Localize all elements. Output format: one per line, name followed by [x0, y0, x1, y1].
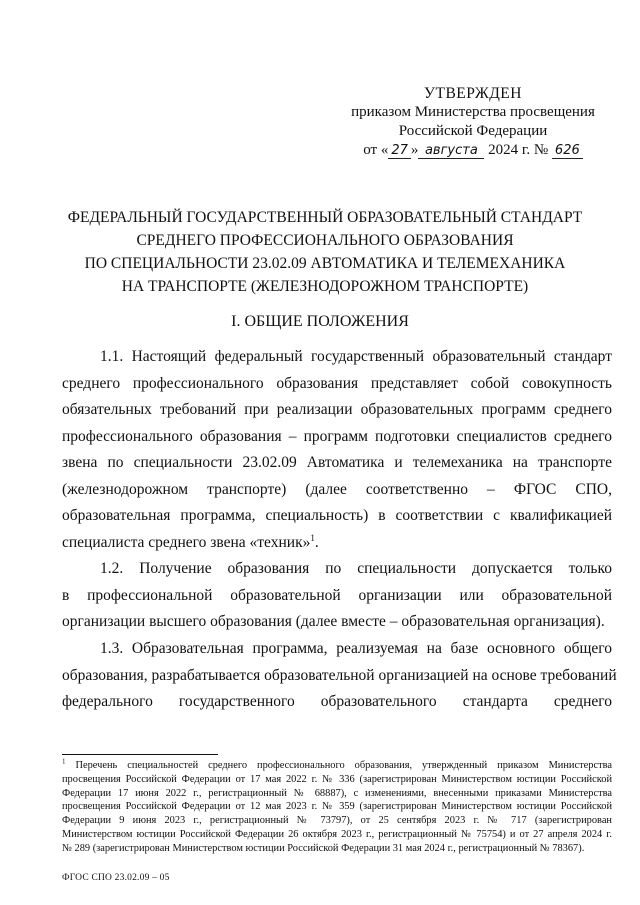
text-line: 1.3. Образовательная программа, реализуемая на базе основного общего — [100, 640, 612, 657]
footnote-marker: 1 — [62, 757, 66, 766]
footnote-line: Федерации 17 июня 2022 г., регистрационный № 68887), с изменениями, внесенными приказами Министерства — [62, 787, 612, 799]
text-line: образования, разрабатывается образовательной организацией на основе требований — [62, 666, 617, 684]
text-line: среднего профессионального образования представляет собой совокупность — [62, 374, 612, 392]
text-line: федерального государственного образовательного стандарта среднего — [62, 693, 612, 710]
paragraph-1-1 — [62, 344, 612, 556]
approval-date-line — [338, 141, 608, 160]
date-mid: » — [410, 142, 419, 158]
footnote-line: просвещения Российской Федерации от 17 мая 2022 г. № 336 (зарегистрирован Министерством юстиции Российской — [62, 773, 612, 785]
title-line: СРЕДНЕГО ПРОФЕССИОНАЛЬНОГО ОБРАЗОВАНИЯ — [136, 232, 514, 249]
document-title — [40, 206, 610, 298]
text-line-last — [62, 530, 612, 557]
title-line: ПО СПЕЦИАЛЬНОСТИ 23.02.09 АВТОМАТИКА И ТЕЛЕМЕХАНИКА — [84, 255, 566, 272]
text-line: организации высшего образования (далее вместе – образовательная организация). — [62, 613, 605, 630]
title-line: НА ТРАНСПОРТЕ (ЖЕЛЕЗНОДОРОЖНОМ ТРАНСПОРТЕ) — [121, 278, 529, 295]
footnote — [62, 759, 612, 856]
footnote-divider — [62, 754, 218, 755]
approval-line-1: приказом Министерства просвещения — [351, 104, 595, 120]
text-line: в профессиональной образовательной организации или образовательной — [62, 586, 612, 604]
text-line: специалиста среднего звена «техник» — [62, 533, 311, 551]
text-line: образовательная программа, специальность) в соответствии с квалификацией — [62, 507, 612, 524]
text-line: 1.2. Получение образования по специальности допускается только — [100, 560, 612, 577]
footnote-line: $^1$ Перечень специальностей среднего профессионального образования, утвержденный приказом Министерства — [62, 757, 612, 771]
handwritten-number: 626 — [552, 143, 583, 159]
text-line: обязательных требований при реализации образовательных программ среднего — [62, 401, 612, 418]
approval-title: УТВЕРЖДЕН — [424, 85, 522, 102]
page-footer-code: ФГОС СПО 23.02.09 – 05 — [62, 873, 170, 883]
approval-block — [338, 84, 608, 160]
footnote-ref[interactable]: 1 — [310, 532, 315, 543]
handwritten-month: августа — [418, 143, 484, 159]
approval-line-2: Российской Федерации — [398, 123, 548, 139]
text-period: . — [314, 533, 319, 551]
text-line: звена по специальности 23.02.09 Автоматика и телемеханика на транспорте — [62, 454, 612, 471]
title-line: ФЕДЕРАЛЬНЫЙ ГОСУДАРСТВЕННЫЙ ОБРАЗОВАТЕЛЬНЫЙ СТАНДАРТ — [67, 209, 583, 226]
paragraph-1-2 — [62, 556, 612, 636]
footnote-line: просвещения Российской Федерации от 12 мая 2023 г. № 359 (зарегистрирован Министерством юстиции Российской — [62, 801, 612, 813]
section-heading: I. ОБЩИЕ ПОЛОЖЕНИЯ — [231, 313, 409, 330]
paragraph-1-3 — [62, 636, 617, 716]
footnote-line: Федерации 9 июня 2023 г., регистрационный № 73797), от 25 сентября 2023 г. № 717 (зарегистрирован — [62, 815, 612, 827]
footnote-line: Министерством юстиции Российской Федерации 26 октября 2023 г., регистрационный № 75754) и от 27 апреля 2024 г. — [62, 828, 612, 840]
date-year: 2024 г. № — [488, 142, 549, 158]
handwritten-day: 27 — [388, 143, 411, 159]
text-line: (железнодорожном транспорте) (далее соответственно – ФГОС СПО, — [62, 480, 612, 498]
text-line: профессионального образования – программ подготовки специалистов среднего — [62, 427, 612, 445]
text-line: 1.1. Настоящий федеральный государственный образовательный стандарт — [100, 348, 612, 365]
footnote-line: № 289 (зарегистрирован Министерством юстиции Российской Федерации 31 мая 2024 г., регистрационный № 78367). — [62, 842, 585, 854]
date-prefix: от « — [363, 142, 389, 158]
